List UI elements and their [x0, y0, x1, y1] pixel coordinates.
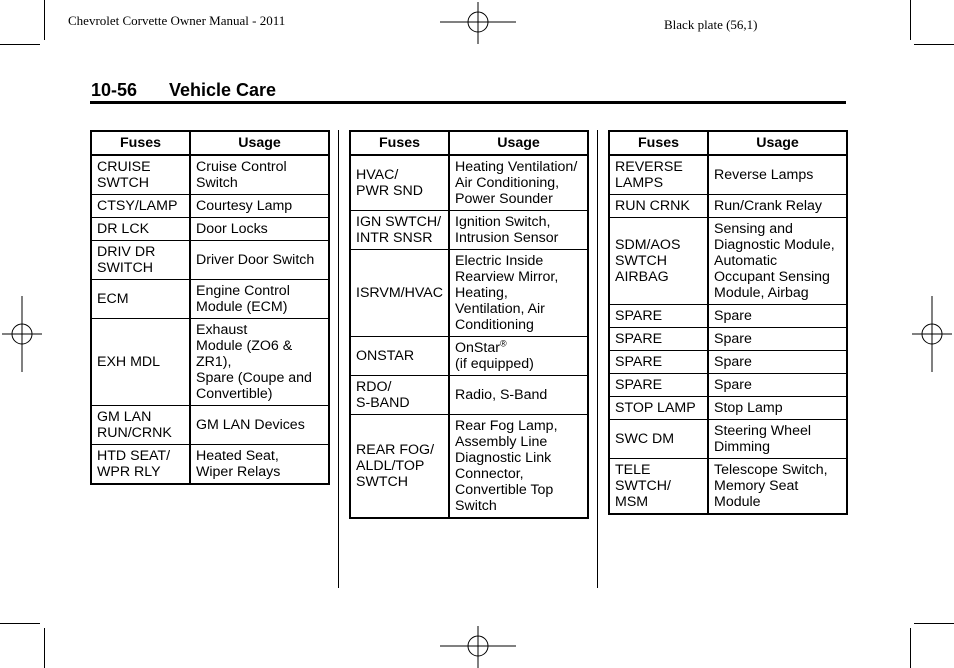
fuse-table-1 [90, 130, 330, 485]
usage-cell: Ignition Switch, Intrusion Sensor [449, 211, 588, 250]
running-header-plate: Black plate (56,1) [664, 17, 758, 32]
table-row [91, 155, 329, 195]
usage-cell: Electric Inside Rearview Mirror, Heating, Ventilation, Air Conditioning [449, 250, 588, 337]
usage-cell: Driver Door Switch [190, 241, 329, 280]
fuse-cell: IGN SWTCH/ INTR SNSR [350, 211, 449, 250]
table-row [350, 415, 588, 519]
usage-cell: Spare [708, 305, 847, 328]
usage-cell: Sensing and Diagnostic Module, Automatic Occupant Sensing Module, Airbag [708, 218, 847, 305]
fuse-cell: EXH MDL [91, 319, 190, 406]
crop-mark [44, 0, 45, 40]
crop-mark [910, 0, 911, 40]
registration-mark-right [912, 296, 952, 372]
fuse-table-3 [608, 130, 848, 515]
table-row [609, 420, 847, 459]
fuse-cell: STOP LAMP [609, 397, 708, 420]
fuse-cell: CTSY/LAMP [91, 195, 190, 218]
section-title: Vehicle Care [169, 80, 277, 100]
usage-cell: Stop Lamp [708, 397, 847, 420]
running-header-title: Chevrolet Corvette Owner Manual - 2011 [68, 13, 286, 28]
registration-mark-bottom [440, 626, 516, 668]
fuse-cell: SPARE [609, 305, 708, 328]
fuse-cell: ONSTAR [350, 337, 449, 376]
usage-cell: Reverse Lamps [708, 155, 847, 195]
fuse-cell: REVERSE LAMPS [609, 155, 708, 195]
usage-cell: Spare [708, 328, 847, 351]
table-row [91, 406, 329, 445]
fuse-cell: GM LAN RUN/CRNK [91, 406, 190, 445]
page-number: 10-56 [91, 80, 138, 100]
usage-cell: Radio, S-Band [449, 376, 588, 415]
fuse-cell: HTD SEAT/ WPR RLY [91, 445, 190, 485]
usage-cell: Steering Wheel Dimming [708, 420, 847, 459]
usage-cell: OnStar® (if equipped) [449, 337, 588, 376]
usage-cell: Cruise Control Switch [190, 155, 329, 195]
crop-mark [0, 623, 40, 624]
table-row [91, 280, 329, 319]
fuse-table-2 [349, 130, 589, 519]
table-row [609, 351, 847, 374]
table-row [609, 374, 847, 397]
table-row [609, 328, 847, 351]
registration-mark-left [2, 296, 42, 372]
fuse-cell: ISRVM/HVAC [350, 250, 449, 337]
fuse-cell: DR LCK [91, 218, 190, 241]
usage-cell: Exhaust Module (ZO6 & ZR1), Spare (Coupe and Convertible) [190, 319, 329, 406]
usage-cell: Run/Crank Relay [708, 195, 847, 218]
fuse-cell: RDO/ S-BAND [350, 376, 449, 415]
table-row [91, 218, 329, 241]
table-row [609, 155, 847, 195]
table-row [91, 445, 329, 485]
usage-cell: Spare [708, 374, 847, 397]
fuse-cell: SPARE [609, 374, 708, 397]
usage-cell: Heating Ventilation/ Air Conditioning, Power Sounder [449, 155, 588, 211]
fuse-cell: REAR FOG/ ALDL/TOP SWTCH [350, 415, 449, 519]
usage-cell: Spare [708, 351, 847, 374]
crop-mark [44, 628, 45, 668]
registered-mark: ® [499, 338, 507, 349]
table-row [91, 241, 329, 280]
crop-mark [910, 628, 911, 668]
column-divider [597, 130, 598, 588]
column-header-fuses: Fuses [350, 131, 449, 155]
column-header-usage: Usage [449, 131, 588, 155]
fuse-cell: RUN CRNK [609, 195, 708, 218]
crop-mark [914, 623, 954, 624]
fuse-cell: SPARE [609, 351, 708, 374]
fuse-cell: SPARE [609, 328, 708, 351]
page-title [91, 80, 276, 101]
table-row [609, 397, 847, 420]
column-divider [338, 130, 339, 588]
usage-cell: Telescope Switch, Memory Seat Module [708, 459, 847, 515]
column-header-fuses: Fuses [91, 131, 190, 155]
title-rule [90, 101, 846, 104]
table-row [350, 337, 588, 376]
table-row [609, 305, 847, 328]
table-row [91, 195, 329, 218]
fuse-cell: TELE SWTCH/ MSM [609, 459, 708, 515]
crop-mark [0, 44, 40, 45]
usage-cell: Engine Control Module (ECM) [190, 280, 329, 319]
table-row [350, 376, 588, 415]
fuse-cell: ECM [91, 280, 190, 319]
usage-cell: Door Locks [190, 218, 329, 241]
column-header-usage: Usage [190, 131, 329, 155]
fuse-cell: HVAC/ PWR SND [350, 155, 449, 211]
crop-mark [914, 44, 954, 45]
column-header-fuses: Fuses [609, 131, 708, 155]
fuse-cell: CRUISE SWTCH [91, 155, 190, 195]
usage-cell: Courtesy Lamp [190, 195, 329, 218]
table-row [609, 195, 847, 218]
table-row [609, 459, 847, 515]
table-row [350, 155, 588, 211]
registration-mark-top [440, 2, 516, 44]
table-row [91, 319, 329, 406]
fuse-cell: SWC DM [609, 420, 708, 459]
fuse-cell: SDM/AOS SWTCH AIRBAG [609, 218, 708, 305]
usage-cell: Heated Seat, Wiper Relays [190, 445, 329, 485]
column-header-usage: Usage [708, 131, 847, 155]
usage-cell: GM LAN Devices [190, 406, 329, 445]
table-row [350, 211, 588, 250]
usage-cell: Rear Fog Lamp, Assembly Line Diagnostic Link Connector, Convertible Top Switch [449, 415, 588, 519]
fuse-cell: DRIV DR SWITCH [91, 241, 190, 280]
table-row [350, 250, 588, 337]
table-row [609, 218, 847, 305]
